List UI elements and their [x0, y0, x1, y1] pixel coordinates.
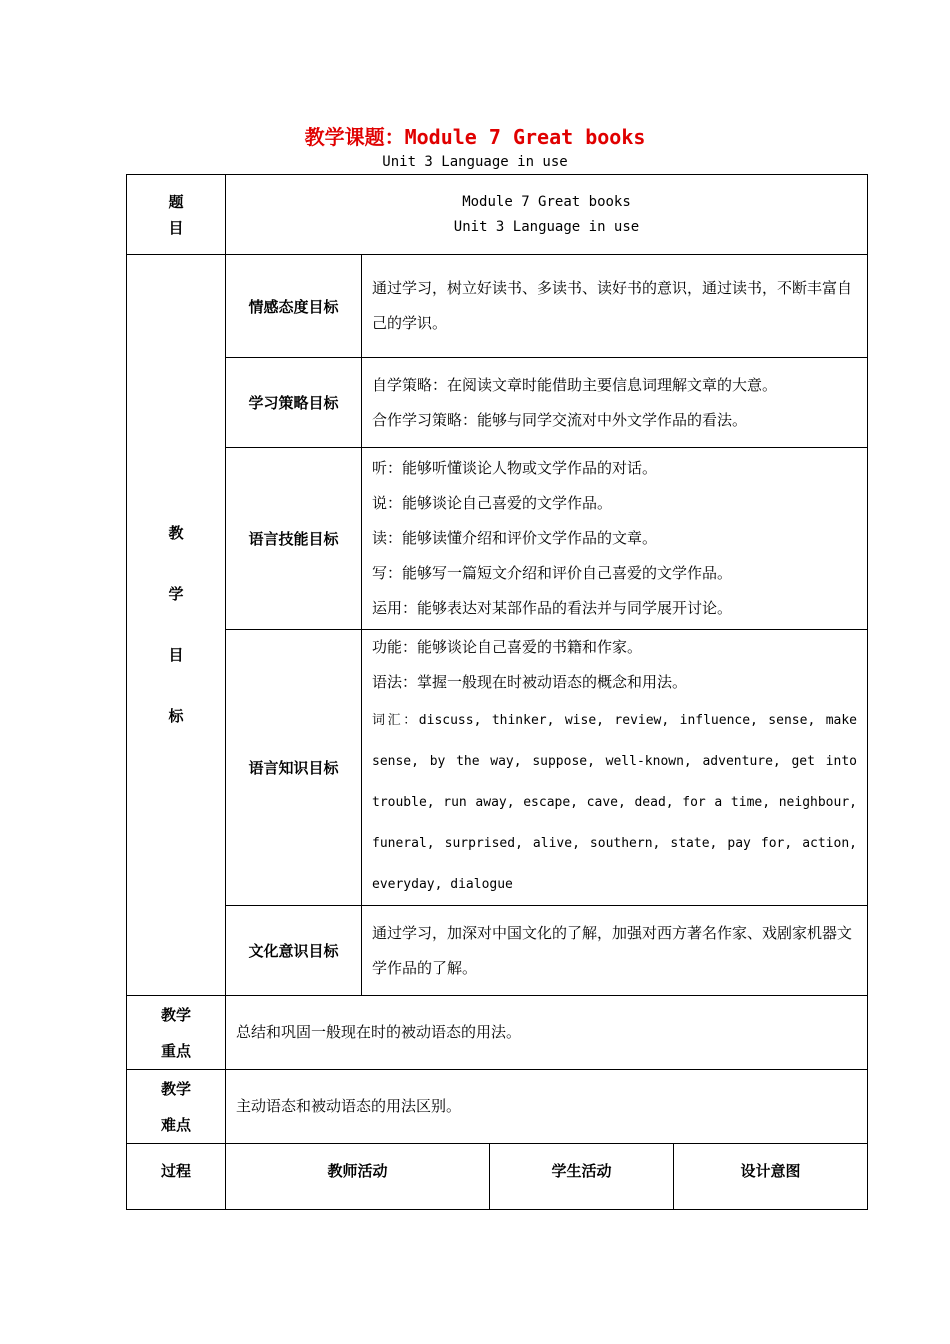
aim-knowledge-label: 语言知识目标: [226, 630, 362, 906]
aim-knowledge-text: [362, 630, 868, 906]
aim-knowledge-row: [127, 630, 868, 906]
aim-culture-text: 通过学习，加深对中国文化的了解，加强对西方著名作家、戏剧家机器文学作品的了解。: [362, 906, 868, 996]
design-intent-header: 设计意图: [674, 1144, 868, 1210]
teacher-activity-header: 教师活动: [226, 1144, 490, 1210]
aim-skills-label: 语言技能目标: [226, 448, 362, 630]
difficulties-label: 教学 难点: [127, 1070, 226, 1144]
aim-culture-row: [127, 906, 868, 996]
key-points-label: 教学 重点: [127, 996, 226, 1070]
topic-line-1: Module 7 Great books: [462, 193, 631, 210]
aim-culture-label: 文化意识目标: [226, 906, 362, 996]
key-points-text: 总结和巩固一般现在时的被动语态的用法。: [226, 996, 868, 1070]
knowledge-grammar: 语法：掌握一般现在时被动语态的概念和用法。: [372, 673, 688, 691]
lesson-title: 教学课题：Module 7 Great books: [304, 125, 646, 149]
process-header-row: [127, 1144, 868, 1210]
aim-strategy-row: [127, 358, 868, 448]
aim-skills-row: [127, 448, 868, 630]
key-points-row: [127, 996, 868, 1070]
lesson-subtitle: Unit 3 Language in use: [382, 154, 568, 170]
topic-content: [226, 175, 868, 255]
aim-strategy-text: 自学策略：在阅读文章时能借助主要信息词理解文章的大意。 合作学习策略：能够与同学交流对中外文学作品的看法。: [362, 358, 868, 448]
lesson-plan-table: [126, 174, 868, 1210]
topic-row: [127, 175, 868, 255]
aim-skills-text: 听：能够听懂谈论人物或文学作品的对话。 说：能够谈论自己喜爱的文学作品。 读：能够读懂介绍和评价文学作品的文章。 写：能够写一篇短文介绍和评价自己喜爱的文学作品。 运用：能够表达对某部作品的看法并与同学展开讨论。: [362, 448, 868, 630]
knowledge-vocab: 词汇：discuss, thinker, wise, review, influence, sense, make sense, by the way, suppose, well-known, adventure, get into trouble, run away, escape, cave, dead, for a time, neighbour, funeral, surprised, alive, southern, state, pay for, action, everyday, dialogue: [372, 713, 857, 892]
process-label: 过程: [127, 1144, 226, 1210]
aim-emotion-text: 通过学习，树立好读书、多读书、读好书的意识，通过读书，不断丰富自己的学识。: [362, 255, 868, 358]
aim-strategy-label: 学习策略目标: [226, 358, 362, 448]
difficulties-text: 主动语态和被动语态的用法区别。: [226, 1070, 868, 1144]
difficulties-row: [127, 1070, 868, 1144]
aim-emotion-label: 情感态度目标: [226, 255, 362, 358]
aim-emotion-row: [127, 255, 868, 358]
aims-label: 教 学 目 标: [127, 255, 226, 996]
topic-line-2: Unit 3 Language in use: [453, 218, 640, 235]
topic-label: 题 目: [127, 175, 226, 255]
knowledge-function: 功能：能够谈论自己喜爱的书籍和作家。: [372, 638, 643, 656]
student-activity-header: 学生活动: [490, 1144, 674, 1210]
